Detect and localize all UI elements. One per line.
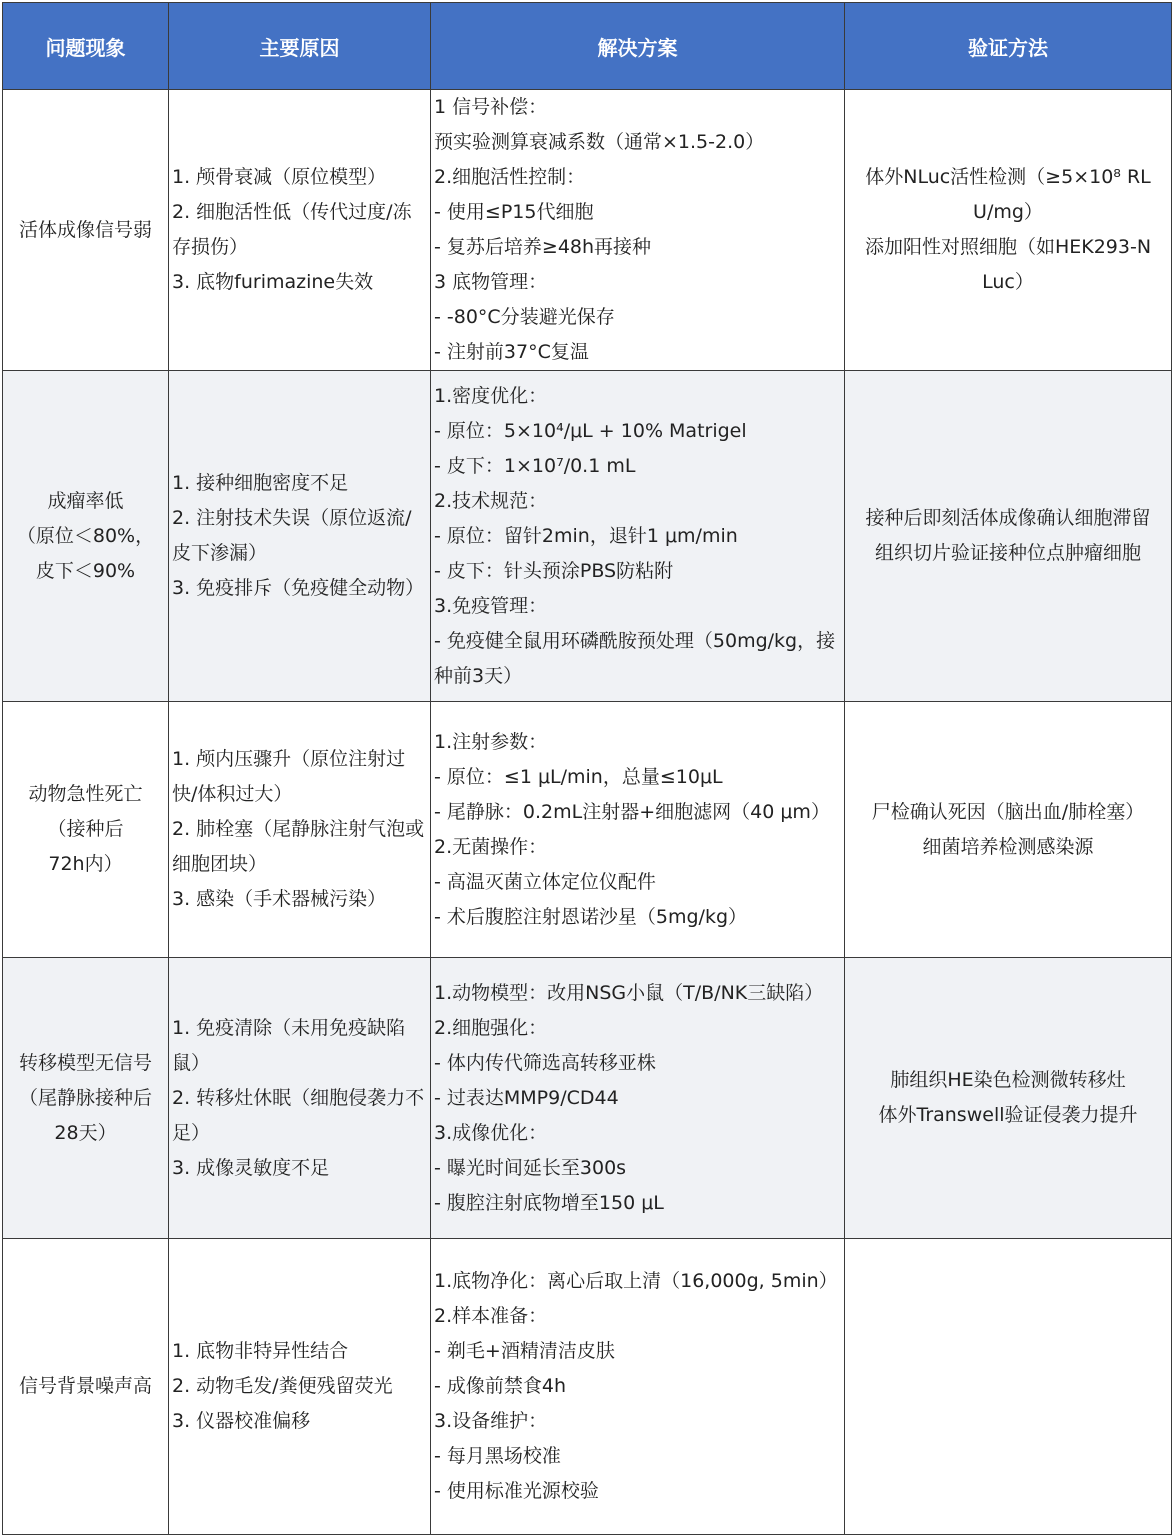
problem-line: 28天） (54, 1121, 117, 1144)
solution-line: 1.密度优化： (434, 384, 548, 407)
header-cause: 主要原因 (169, 3, 431, 90)
problem-cell (3, 702, 169, 958)
solution-line: - 曝光时间延长至300s (434, 1156, 627, 1179)
solution-line: 1.底物净化：离心后取上清（16,000g, 5min） (434, 1270, 838, 1292)
solution-line: - 原位：留针2min，退针1 μm/min (434, 524, 738, 547)
problem-line: 动物急性死亡 (28, 783, 143, 805)
solution-line: - 皮下：针头预涂PBS防粘附 (434, 559, 674, 582)
cause-line: 2. 肺栓塞（尾静脉注射气泡或细胞团块） (172, 818, 425, 875)
solution-line: 预实验测算衰减系数（通常×1.5-2.0） (434, 131, 765, 153)
solution-line: - 注射前37°C复温 (434, 341, 589, 363)
verification-line: 组织切片验证接种位点肿瘤细胞 (874, 542, 1141, 564)
solution-line: 2.细胞活性控制： (434, 166, 586, 188)
solution-line: - 体内传代筛选高转移亚株 (434, 1051, 656, 1074)
cause-line: 1. 底物非特异性结合 (172, 1340, 349, 1362)
table-row (3, 90, 1172, 371)
header-row (3, 3, 1172, 90)
cause-cell (169, 702, 431, 958)
problem-line: 活体成像信号弱 (18, 218, 152, 241)
cause-cell (169, 371, 431, 702)
solution-line: - 高温灭菌立体定位仪配件 (434, 870, 656, 893)
solution-line: 2.样本准备： (434, 1305, 548, 1327)
verification-line: 体外Transwell验证侵袭力提升 (878, 1104, 1138, 1126)
solution-line: - 免疫健全鼠用环磷酰胺预处理（50mg/kg，接种前3天） (434, 629, 836, 687)
table-row (3, 958, 1172, 1239)
verification-line: 尸检确认死因（脑出血/肺栓塞） (871, 800, 1145, 823)
solution-line: 2.细胞强化： (434, 1016, 548, 1039)
solution-line: - 腹腔注射底物增至150 μL (434, 1191, 664, 1214)
solution-line: 3 底物管理： (434, 271, 548, 293)
problem-line: 皮下＜90% (35, 559, 136, 582)
solution-cell (431, 702, 845, 958)
solution-line: - 术后腹腔注射恩诺沙星（5mg/kg） (434, 905, 748, 928)
solution-line: - 原位：≤1 μL/min，总量≤10μL (434, 765, 723, 788)
cause-line: 3. 成像灵敏度不足 (172, 1156, 330, 1179)
problem-line: 72h内） (48, 853, 123, 875)
cause-line: 3. 免疫排斥（免疫健全动物） (172, 577, 425, 599)
verification-line: 肺组织HE染色检测微转移灶 (890, 1069, 1126, 1091)
solution-line: - 使用标准光源校验 (434, 1480, 599, 1502)
solution-line: - 成像前禁食4h (434, 1375, 567, 1397)
problem-cell (3, 1239, 169, 1535)
verification-cell (845, 958, 1172, 1239)
problem-line: 信号背景噪声高 (18, 1375, 152, 1397)
solution-line: - 剃毛+酒精清洁皮肤 (434, 1340, 615, 1362)
problem-cell (3, 958, 169, 1239)
solution-cell (431, 958, 845, 1239)
cause-line: 1. 免疫清除（未用免疫缺陷鼠） (172, 1016, 406, 1074)
solution-line: 3.设备维护： (434, 1410, 548, 1432)
solution-cell (431, 371, 845, 702)
verification-line: 接种后即刻活体成像确认细胞滞留 (865, 507, 1151, 529)
cause-line: 1. 颅内压骤升（原位注射过快/体积过大） (172, 748, 406, 805)
verification-cell (845, 90, 1172, 371)
verification-line: 添加阳性对照细胞（如HEK293-NLuc） (864, 236, 1152, 293)
problem-line: （原位＜80%， (16, 524, 155, 547)
problem-line: 转移模型无信号 (18, 1051, 152, 1074)
cause-line: 2. 注射技术失误（原位返流/皮下渗漏） (172, 507, 412, 564)
solution-line: - 原位：5×10⁴/μL + 10% Matrigel (434, 419, 747, 442)
cause-line: 1. 接种细胞密度不足 (172, 472, 349, 494)
table-row (3, 702, 1172, 958)
solution-line: 1 信号补偿： (434, 96, 548, 118)
solution-line: - 使用≤P15代细胞 (434, 201, 594, 223)
solution-line: 1.注射参数： (434, 730, 548, 753)
solution-line: - 复苏后培养≥48h再接种 (434, 236, 652, 258)
solution-line: 1.动物模型：改用NSG小鼠（T/B/NK三缺陷） (434, 981, 824, 1004)
solution-line: - 每月黑场校准 (434, 1445, 561, 1467)
verification-cell (845, 371, 1172, 702)
problem-line: （尾静脉接种后 (18, 1086, 152, 1109)
verification-cell (845, 1239, 1172, 1535)
cause-cell (169, 1239, 431, 1535)
cause-cell (169, 958, 431, 1239)
solution-line: - -80°C分装避光保存 (434, 306, 615, 328)
solution-cell (431, 1239, 845, 1535)
cause-line: 2. 动物毛发/粪便残留荧光 (172, 1375, 393, 1397)
cause-line: 3. 感染（手术器械污染） (172, 888, 387, 910)
header-verification: 验证方法 (845, 3, 1172, 90)
solution-line: 3.免疫管理： (434, 594, 548, 617)
problem-line: 成瘤率低 (47, 489, 124, 512)
verification-line: 细菌培养检测感染源 (922, 835, 1094, 858)
solution-line: 3.成像优化： (434, 1121, 548, 1144)
problem-cell (3, 371, 169, 702)
cause-line: 2. 细胞活性低（传代过度/冻存损伤） (172, 201, 412, 258)
cause-line: 3. 底物furimazine失效 (172, 271, 374, 293)
cause-line: 3. 仪器校准偏移 (172, 1410, 311, 1432)
verification-line: 体外NLuc活性检测（≥5×10⁸ RLU/mg） (865, 166, 1151, 223)
solution-line: - 尾静脉：0.2mL注射器+细胞滤网（40 μm） (434, 800, 830, 823)
problem-cell (3, 90, 169, 371)
solution-line: - 皮下：1×10⁷/0.1 mL (434, 454, 636, 477)
verification-cell (845, 702, 1172, 958)
cause-line: 1. 颅骨衰减（原位模型） (172, 166, 387, 188)
cause-line: 2. 转移灶休眠（细胞侵袭力不足） (172, 1086, 425, 1144)
header-problem: 问题现象 (3, 3, 169, 90)
cause-cell (169, 90, 431, 371)
table-row (3, 371, 1172, 702)
solution-cell (431, 90, 845, 371)
table-row (3, 1239, 1172, 1535)
solution-line: 2.技术规范： (434, 489, 548, 512)
problem-line: （接种后 (47, 818, 124, 840)
header-solution: 解决方案 (431, 3, 845, 90)
troubleshooting-table (2, 2, 1172, 1535)
solution-line: - 过表达MMP9/CD44 (434, 1086, 619, 1109)
solution-line: 2.无菌操作： (434, 835, 548, 858)
